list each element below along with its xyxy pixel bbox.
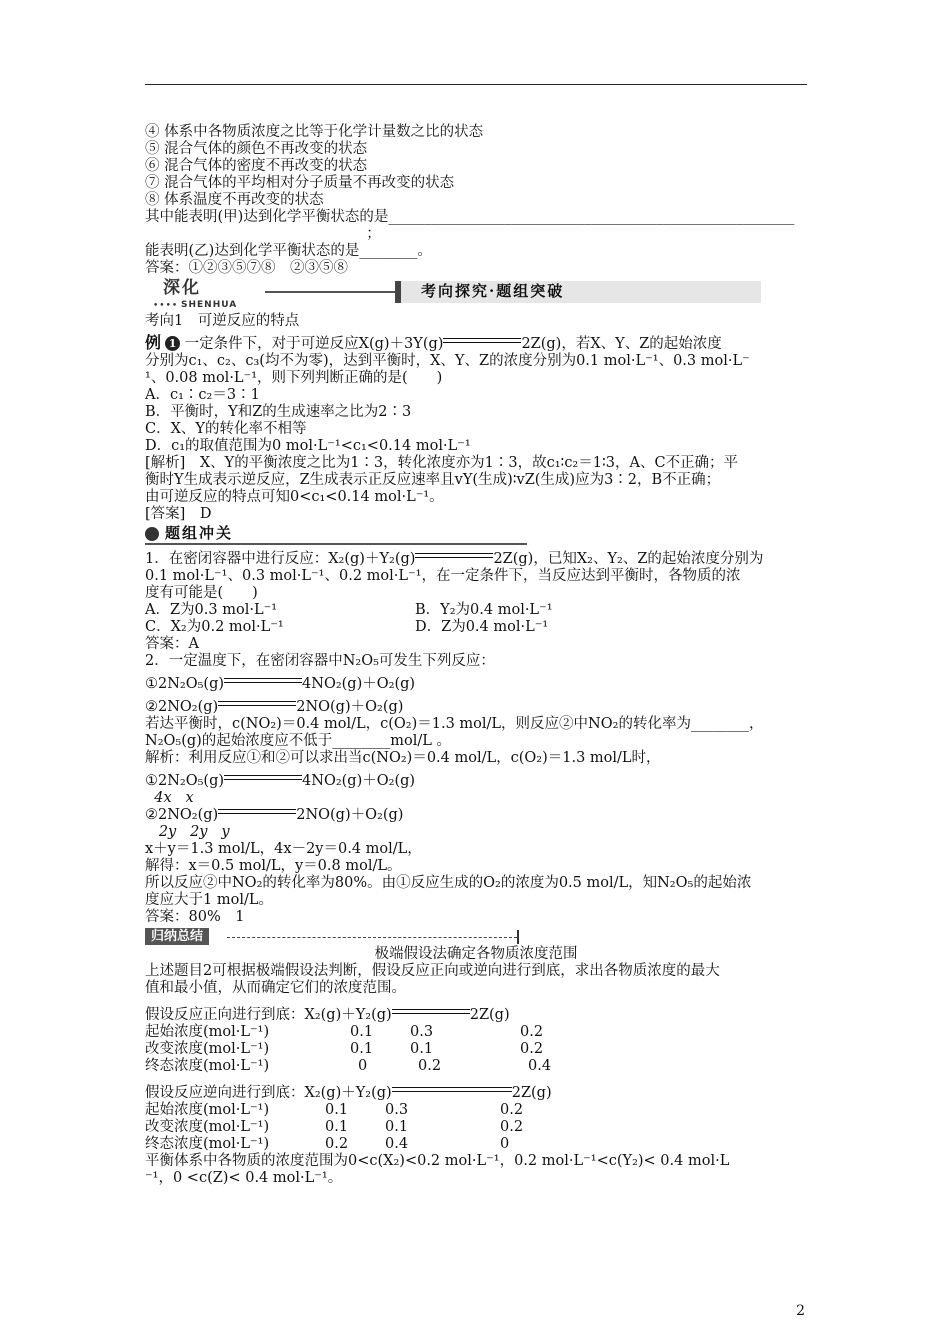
problem2-q1: 若达平衡时，c(NO₂)＝0.4 mol/L，c(O₂)＝1.3 mol/L，则反应②中NO₂的转化率为________， <box>145 716 764 732</box>
problem2-eq1: x＋y＝1.3 mol/L，4x－2y＝0.4 mol/L， <box>145 841 422 857</box>
option-5: ⑤ 混合气体的颜色不再改变的状态 <box>145 141 368 157</box>
example-analysis-1: [解析] X、Y的平衡浓度之比为1∶3，转化浓度亦为1∶3，故c₁∶c₂＝1∶3，A、C不正确；平 <box>145 455 739 471</box>
example-opt-c: C．X、Y的转化率不相等 <box>145 421 307 437</box>
example-q3: ¹、0.08 mol·L⁻¹，则下列判断正确的是( ) <box>145 370 443 386</box>
question-jia-end: ； <box>145 226 381 242</box>
equilibrium-arrow-icon <box>218 699 296 709</box>
forward-row-b: 0.3 <box>410 1024 434 1040</box>
problem2-r1d: 4NO₂(g)＋O₂(g) <box>302 773 416 789</box>
forward-row-a: 0.1 <box>350 1024 374 1040</box>
reverse-head-a: 假设反应逆向进行到底：X₂(g)＋Y₂(g) <box>145 1085 392 1101</box>
problem2-r2b: 2NO(g)＋O₂(g) <box>296 699 404 715</box>
equilibrium-arrow-icon <box>224 773 302 783</box>
example-opt-a: A．c₁∶c₂＝3∶1 <box>145 387 260 403</box>
reverse-row-b: 0.1 <box>385 1119 409 1135</box>
summary-cap <box>517 930 519 944</box>
equilibrium-arrow-icon <box>218 807 296 817</box>
problem2-c2: 度应大于1 mol/L。 <box>145 892 273 908</box>
problem1-opt-a: A．Z为0.3 mol·L⁻¹ <box>145 602 278 618</box>
reverse-table <box>145 1102 807 1153</box>
problem2-reaction2-b <box>145 807 807 824</box>
reverse-row-label: 起始浓度(mol·L⁻¹) <box>145 1102 270 1118</box>
question-yi: 能表明(乙)达到化学平衡状态的是________。 <box>145 243 432 259</box>
problem2-q2: N₂O₅(g)的起始浓度应不低于________mol/L 。 <box>145 733 452 749</box>
problem1-l1b: 2Z(g)，已知X₂、Y₂、Z的起始浓度分别为 <box>493 551 764 567</box>
forward-row-a: 0.1 <box>350 1041 374 1057</box>
reverse-row-a: 0.2 <box>325 1136 349 1152</box>
problem1-options <box>145 602 807 636</box>
reverse-row <box>145 1102 807 1119</box>
top-rule <box>145 84 807 85</box>
summary-dash <box>227 937 517 938</box>
problem2-intro: 2．一定温度下，在密闭容器中N₂O₅可发生下列反应： <box>145 653 495 669</box>
pen-icon <box>145 527 159 541</box>
problem2-v1: 4x x <box>145 790 194 806</box>
forward-head <box>145 1007 807 1024</box>
option-7: ⑦ 混合气体的平均相对分子质量不再改变的状态 <box>145 175 455 191</box>
banner-left-title: 深化 <box>163 278 201 298</box>
forward-row-label: 改变浓度(mol·L⁻¹) <box>145 1041 270 1057</box>
example-q1b: 2Z(g)，若X、Y、Z的起始浓度 <box>521 336 722 352</box>
range-line2: ⁻¹，0 <c(Z)< 0.4 mol·L⁻¹。 <box>145 1170 343 1186</box>
example-q1a: 一定条件下，对于可逆反应X(g)＋3Y(g) <box>184 336 444 352</box>
forward-head-a: 假设反应正向进行到底：X₂(g)＋Y₂(g) <box>145 1007 392 1023</box>
banner-stripe <box>265 291 395 293</box>
reverse-row-c: 0.2 <box>500 1102 524 1118</box>
problem2-c1: 所以反应②中NO₂的转化率为80%。由①反应生成的O₂的浓度为0.5 mol/L，知N₂O₅的起始浓 <box>145 875 752 891</box>
reverse-row-label: 终态浓度(mol·L⁻¹) <box>145 1136 270 1152</box>
example-opt-d: D．c₁的取值范围为0 mol·L⁻¹<c₁<0.14 mol·L⁻¹ <box>145 438 471 454</box>
reverse-row <box>145 1119 807 1136</box>
summary-title: 极端假设法确定各物质浓度范围 <box>374 946 578 962</box>
reverse-head-b: 2Z(g) <box>511 1085 552 1101</box>
forward-row <box>145 1024 807 1041</box>
problem2-v2: 2y 2y y <box>145 824 230 840</box>
equilibrium-arrow-icon <box>392 1085 512 1095</box>
summary-heading <box>145 928 807 946</box>
forward-table <box>145 1024 807 1075</box>
reverse-row-b: 0.3 <box>385 1102 409 1118</box>
problem2-reaction1 <box>145 676 807 693</box>
problem2-r1b: 4NO₂(g)＋O₂(g) <box>302 676 416 692</box>
topic-1: 考向1 可逆反应的特点 <box>145 313 300 329</box>
example-q2: 分别为c₁、c₂、c₃(均不为零)，达到平衡时，X、Y、Z的浓度分别为0.1 mol·L⁻¹、0.3 mol·L⁻ <box>145 353 750 369</box>
problem1-answer: 答案：A <box>145 636 199 652</box>
problem2-reaction2 <box>145 699 807 716</box>
summary-label: 归纳总结 <box>145 928 209 945</box>
banner-left-sub: SHENHUA <box>181 300 238 310</box>
reverse-row-c: 0.2 <box>500 1119 524 1135</box>
problem2-r2a: ②2NO₂(g) <box>145 699 219 715</box>
problem1-opt-c: C．X₂为0.2 mol·L⁻¹ <box>145 619 284 635</box>
reverse-row-c: 0 <box>500 1136 510 1152</box>
group-heading-line <box>145 543 527 545</box>
answer-top: 答案：①②③⑤⑦⑧ ②③⑤⑧ <box>145 260 348 276</box>
range-line1: 平衡体系中各物质的浓度范围为0<c(X₂)<0.2 mol·L⁻¹，0.2 mol·L⁻¹<c(Y₂)< 0.4 mol·L <box>145 1153 730 1169</box>
reverse-row <box>145 1136 807 1153</box>
problem2-reaction1-b <box>145 773 807 790</box>
example-number: 1 <box>165 336 180 351</box>
example-analysis-3: 由可逆反应的特点可知0<c₁<0.14 mol·L⁻¹。 <box>145 489 444 505</box>
problem2-r1c: ①2N₂O₅(g) <box>145 773 225 789</box>
reverse-row-a: 0.1 <box>325 1119 349 1135</box>
problem1-line3: 度有可能是( ) <box>145 585 258 601</box>
problem2-eq2: 解得：x＝0.5 mol/L，y＝0.8 mol/L。 <box>145 858 402 874</box>
equilibrium-arrow-icon <box>224 676 302 686</box>
problem2-r1a: ①2N₂O₅(g) <box>145 676 225 692</box>
problem2-answer: 答案：80% 1 <box>145 909 245 925</box>
problem1-line2: 0.1 mol·L⁻¹、0.3 mol·L⁻¹、0.2 mol·L⁻¹，在一定条件下，当反应达到平衡时，各物质的浓 <box>145 568 741 584</box>
equilibrium-arrow-icon <box>443 336 521 346</box>
problem1-l1a: 1．在密闭容器中进行反应：X₂(g)＋Y₂(g) <box>145 551 416 567</box>
example-answer: [答案] D <box>145 506 212 522</box>
banner-left <box>145 278 265 311</box>
page-number: 2 <box>796 1303 805 1319</box>
example-mark: 例 <box>145 333 162 352</box>
example-line-1 <box>145 334 807 353</box>
problem2-r2d: 2NO(g)＋O₂(g) <box>296 807 404 823</box>
example-analysis-2: 衡时Y生成表示逆反应，Z生成表示正反应速率且vY(生成)∶vZ(生成)应为3∶2，B不正确； <box>145 472 721 488</box>
option-6: ⑥ 混合气体的密度不再改变的状态 <box>145 158 368 174</box>
equilibrium-arrow-icon <box>415 551 493 561</box>
reverse-row-a: 0.1 <box>325 1102 349 1118</box>
page-content <box>145 124 807 1187</box>
problem1-opt-d: D．Z为0.4 mol·L⁻¹ <box>415 619 549 635</box>
forward-row-b: 0.2 <box>418 1058 442 1074</box>
section-banner <box>145 279 807 313</box>
banner-left-dots: •••• <box>153 301 179 311</box>
question-jia: 其中能表明(甲)达到化学平衡状态的是________________________________________________________ <box>145 209 795 225</box>
forward-head-b: 2Z(g) <box>469 1007 510 1023</box>
banner-bar <box>395 281 761 303</box>
reverse-row-label: 改变浓度(mol·L⁻¹) <box>145 1119 270 1135</box>
group-heading <box>145 525 807 545</box>
option-4: ④ 体系中各物质浓度之比等于化学计量数之比的状态 <box>145 124 484 140</box>
forward-row-c: 0.4 <box>528 1058 552 1074</box>
forward-row-c: 0.2 <box>520 1041 544 1057</box>
forward-row-a: 0 <box>358 1058 368 1074</box>
option-8: ⑧ 体系温度不再改变的状态 <box>145 192 324 208</box>
forward-row-b: 0.1 <box>410 1041 434 1057</box>
reverse-row-b: 0.4 <box>385 1136 409 1152</box>
forward-row-label: 起始浓度(mol·L⁻¹) <box>145 1024 270 1040</box>
reverse-head <box>145 1085 807 1102</box>
forward-row-c: 0.2 <box>520 1024 544 1040</box>
forward-row <box>145 1058 807 1075</box>
forward-row <box>145 1041 807 1058</box>
example-opt-b: B．平衡时，Y和Z的生成速率之比为2∶3 <box>145 404 412 420</box>
summary-p1: 上述题目2可根据极端假设法判断，假设反应正向或逆向进行到底，求出各物质浓度的最大 <box>145 963 720 979</box>
group-heading-text: 题组冲关 <box>165 524 234 542</box>
problem2-sol1: 解析：利用反应①和②可以求出当c(NO₂)＝0.4 mol/L，c(O₂)＝1.3 mol/L时， <box>145 750 661 766</box>
summary-p2: 值和最小值，从而确定它们的浓度范围。 <box>145 980 406 996</box>
forward-row-label: 终态浓度(mol·L⁻¹) <box>145 1058 270 1074</box>
problem1-opt-b: B．Y₂为0.4 mol·L⁻¹ <box>415 602 553 618</box>
banner-right-title: 考向探究·题组突破 <box>421 282 565 300</box>
problem2-r2c: ②2NO₂(g) <box>145 807 219 823</box>
problem1-line1 <box>145 551 807 568</box>
equilibrium-arrow-icon <box>392 1007 470 1017</box>
